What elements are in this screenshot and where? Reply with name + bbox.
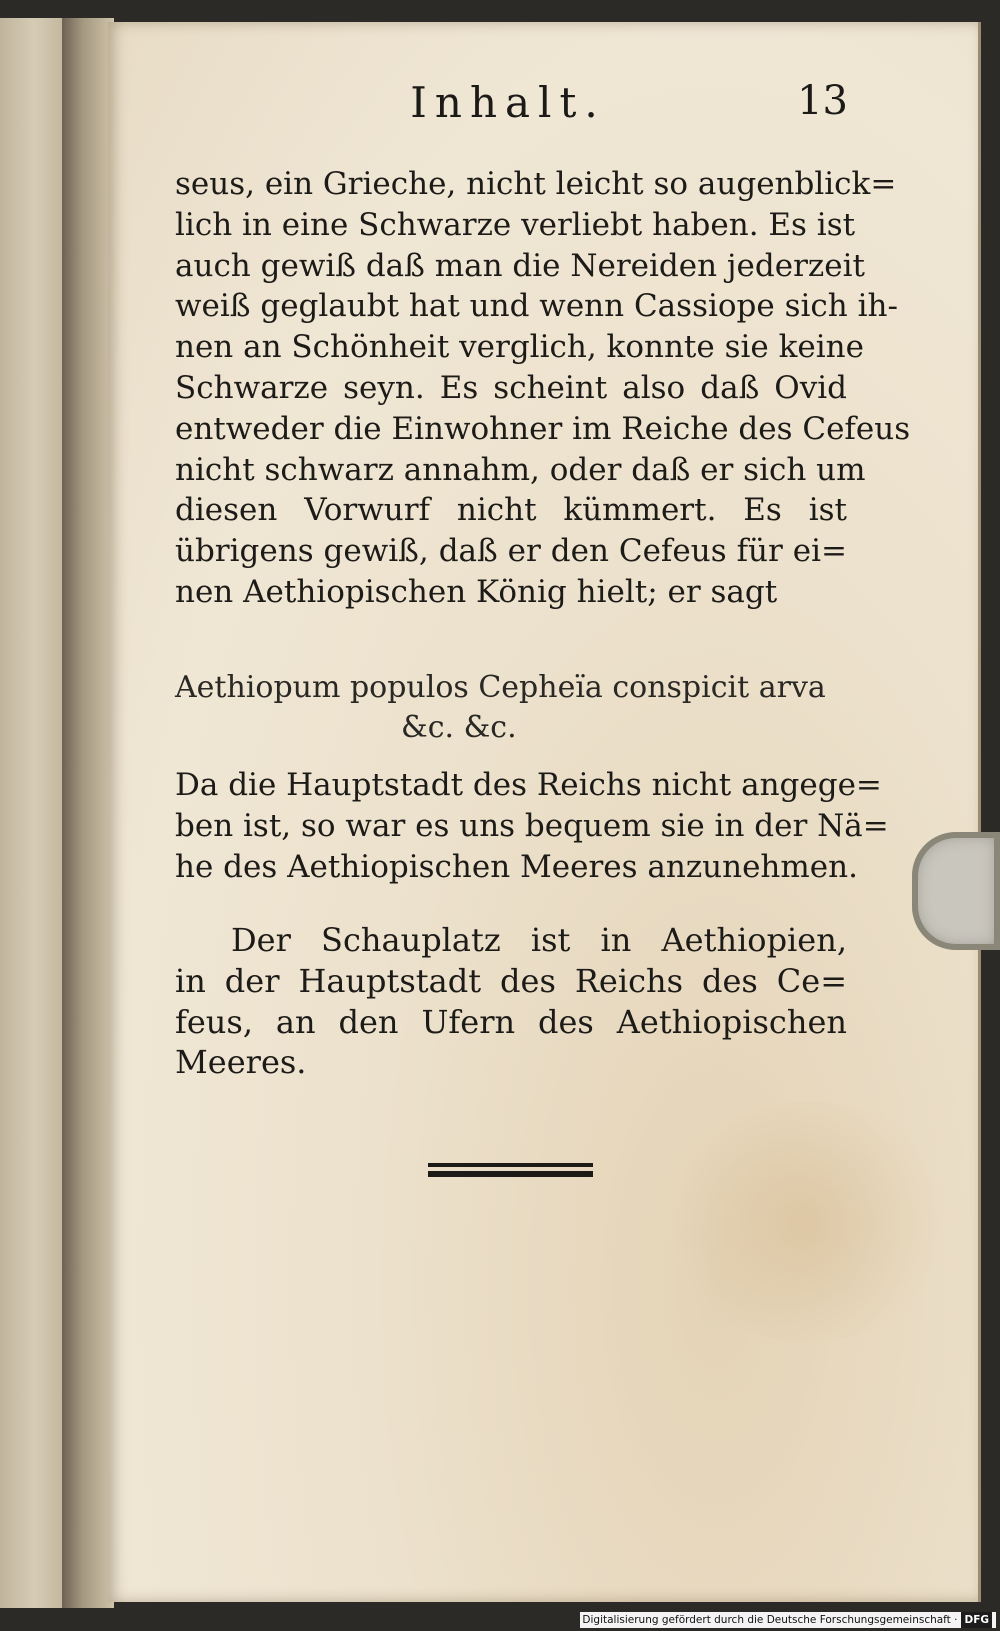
text-line: ben ist, so war es uns bequem sie in der Nä= [175,807,889,844]
section-rule [428,1163,593,1177]
book-gutter [62,18,114,1608]
page-number: 13 [797,78,848,124]
text-line: weiß geglaubt hat und wenn Cassiope sich ih- [175,288,898,325]
left-page-edge [0,18,64,1608]
text-line: entweder die Einwohner im Reiche des Cefeus [175,410,911,447]
text-line: nen Aethiopischen König hielt; er sagt [175,573,778,610]
text-line: seus, ein Grieche, nicht leicht so augenblick= [175,166,897,202]
text-line: lich in eine Schwarze verliebt haben. Es ist [175,206,856,243]
text-line: Da die Hauptstadt des Reichs nicht angege= [175,767,882,803]
text-line: feus, an den Ufern des Aethiopischen [175,1002,847,1041]
paragraph-1 [175,164,911,613]
footer-text: Digitalisierung gefördert durch die Deutsche Forschungsgemeinschaft · [582,1614,958,1626]
text-line: in der Hauptstadt des Reichs des Ce= [175,961,847,1000]
text-line: nicht schwarz annahm, oder daß er sich um [175,451,866,488]
digitization-footer [580,1612,996,1628]
text-line: he des Aethiopischen Meeres anzunehmen. [175,848,858,885]
latin-quote [175,668,847,748]
paper-stain [658,1102,958,1342]
text-line: Schwarze seyn. Es scheint also daß Ovid [175,369,847,406]
dfg-logo: DFG [961,1612,992,1628]
text-line: übrigens gewiß, daß er den Cefeus für ei= [175,533,847,570]
page-clip [912,832,1000,950]
text-line: auch gewiß daß man die Nereiden jederzeit [175,247,865,284]
text-line: nen an Schönheit verglich, konnte sie keine [175,329,864,366]
paragraph-2 [175,765,889,887]
header-title: Inhalt. [410,78,606,127]
paragraph-3 [175,920,847,1083]
running-header [168,78,848,138]
text-line: diesen Vorwurf nicht kümmert. Es ist [175,492,847,529]
text-line: Meeres. [175,1043,307,1082]
text-line: Der Schauplatz ist in Aethiopien, [231,921,847,959]
quote-line: &c. &c. [401,710,517,745]
quote-line: Aethiopum populos Cepheïa conspicit arva [175,670,826,705]
